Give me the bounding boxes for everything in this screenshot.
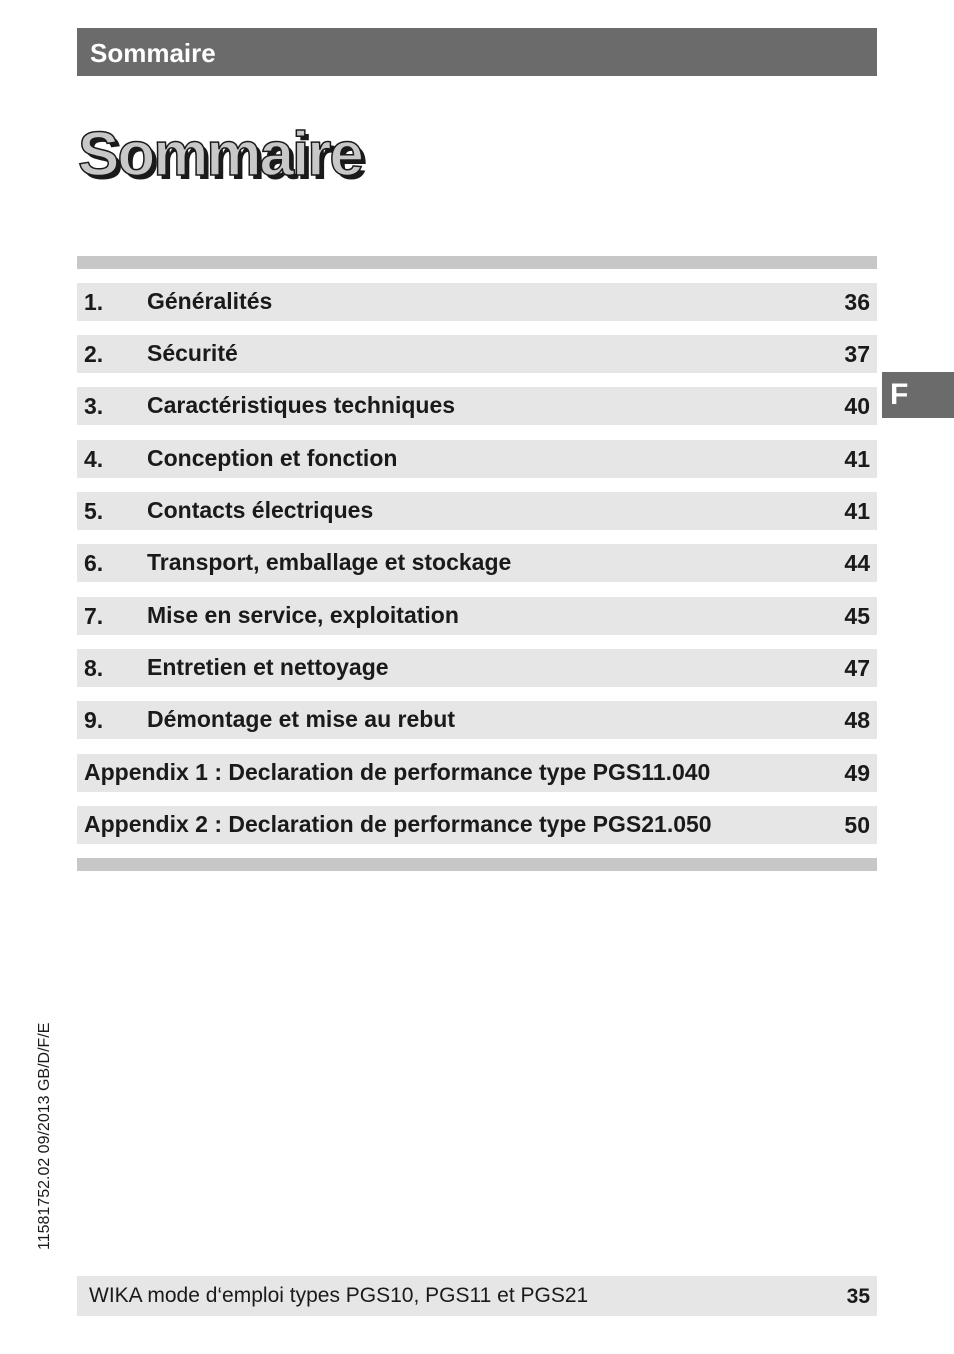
toc-page: 40 [844,393,870,419]
toc-title: Transport, emballage et stockage [147,549,512,575]
toc-page: 36 [844,289,870,315]
footer-bar [77,1276,877,1316]
toc-page: 37 [844,341,870,367]
toc-title: Mise en service, exploitation [147,602,459,628]
toc-title: Caractéristiques techniques [147,392,456,418]
toc-number: 4. [84,446,104,472]
toc-page: 41 [844,498,870,524]
language-tab-label: F [890,378,909,411]
toc-title: Conception et fonction [147,445,398,471]
toc-row-appendix[interactable] [77,754,877,792]
toc-title: Contacts électriques [147,497,374,523]
toc-page: 50 [844,812,870,838]
toc-title: Démontage et mise au rebut [147,706,456,732]
toc-row-appendix[interactable] [77,806,877,844]
toc-number: 6. [84,550,104,576]
toc-row[interactable] [77,283,877,321]
toc-number: 1. [84,289,104,315]
toc-appendix-title: Appendix 1 : Declaration de performance type PGS11.040 [84,759,711,785]
toc-page: 49 [844,760,870,786]
toc-number: 7. [84,603,104,629]
toc-appendix-title: Appendix 2 : Declaration de performance type PGS21.050 [84,811,712,837]
toc-number: 8. [84,655,104,681]
toc-title: Généralités [147,288,273,314]
toc-page: 44 [844,550,870,576]
toc-page: 48 [844,707,870,733]
toc-number: 9. [84,707,104,733]
toc-row[interactable] [77,649,877,687]
toc-title: Sécurité [147,340,238,366]
toc-row[interactable] [77,701,877,739]
bottom-separator [77,858,877,871]
toc-row[interactable] [77,597,877,635]
top-separator [77,256,877,269]
toc-row[interactable] [77,544,877,582]
toc-number: 2. [84,341,104,367]
toc-page: 47 [844,655,870,681]
toc-row[interactable] [77,335,877,373]
toc-row[interactable] [77,492,877,530]
toc-title: Entretien et nettoyage [147,654,389,680]
toc-row[interactable] [77,440,877,478]
toc-number: 5. [84,498,104,524]
toc-page: 45 [844,603,870,629]
page-number: 35 [846,1285,870,1308]
page-title: Sommaire [78,120,362,189]
section-header-title: Sommaire [90,38,216,68]
document-reference: 11581752.02 09/2013 GB/D/F/E [36,1022,53,1250]
toc-row[interactable] [77,387,877,425]
toc-page: 41 [844,446,870,472]
section-header-bar [77,28,877,76]
language-tab [882,372,954,418]
toc-number: 3. [84,393,104,419]
footer-text: WIKA mode d‘emploi types PGS10, PGS11 et PGS21 [89,1284,589,1307]
